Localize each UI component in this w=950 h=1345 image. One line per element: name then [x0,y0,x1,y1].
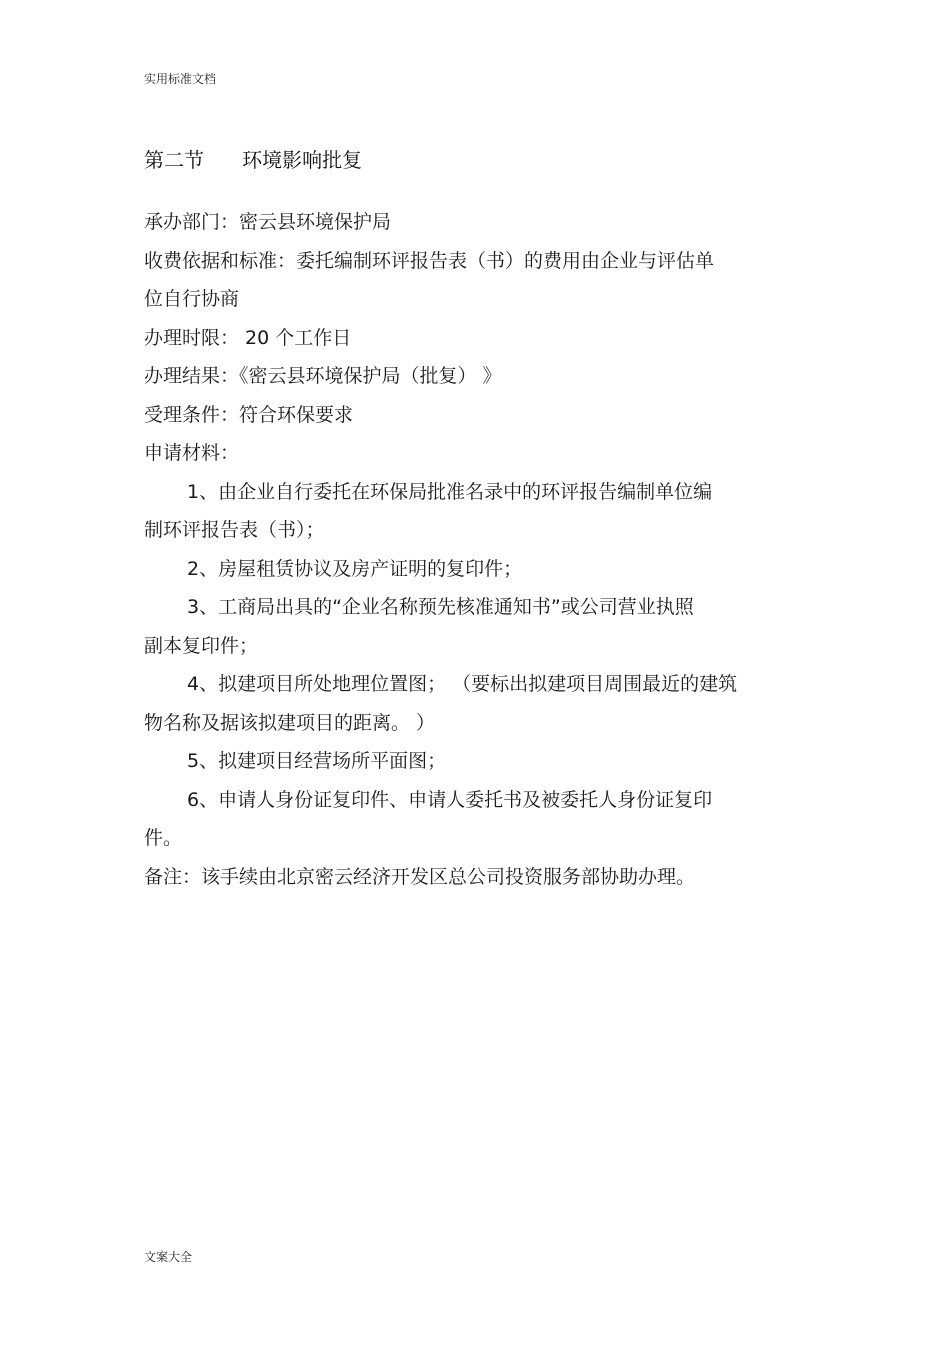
material-item-4: 4、拟建项目所处地理位置图； （要标出拟建项目周围最近的建筑 [187,673,738,695]
material-item-1-cont: 制环评报告表（书）； [144,519,325,541]
page-header: 实用标准文档 [144,72,217,86]
material-item-6-cont: 件。 [144,827,183,849]
material-item-2: 2、房屋租赁协议及房产证明的复印件； [187,557,523,580]
processing-time: 办理时限： 20 个工作日 [144,326,352,349]
material-item-4-cont: 物名称及据该拟建项目的距离。 ） [144,711,436,734]
document-body [144,203,794,896]
material-item-3: 3、工商局出具的“企业名称预先核准通知书”或公司营业执照 [187,596,694,618]
section-name: 环境影响批复 [242,148,363,172]
material-item-3-cont: 副本复印件； [144,634,259,657]
page-footer: 文案大全 [144,1250,193,1264]
processing-result: 办理结果：《密云县环境保护局（批复） 》 [144,365,502,387]
section-title [144,144,362,173]
material-item-1: 1、由企业自行委托在环保局批准名录中的环评报告编制单位编 [187,480,713,503]
application-materials-heading: 申请材料： [144,442,240,464]
material-item-6: 6、申请人身份证复印件、申请人委托书及被委托人身份证复印 [187,788,713,811]
undertaking-department: 承办部门：密云县环境保护局 [144,211,392,233]
fee-basis-line-1: 收费依据和标准：委托编制环评报告表（书）的费用由企业与评估单 [144,249,715,272]
acceptance-conditions: 受理条件：符合环保要求 [144,403,354,426]
section-number: 第二节 [144,148,204,172]
material-item-5: 5、拟建项目经营场所平面图； [187,750,447,772]
remarks: 备注：该手续由北京密云经济开发区总公司投资服务部协助办理。 [144,865,696,888]
fee-basis-line-2: 位自行协商 [144,288,240,310]
